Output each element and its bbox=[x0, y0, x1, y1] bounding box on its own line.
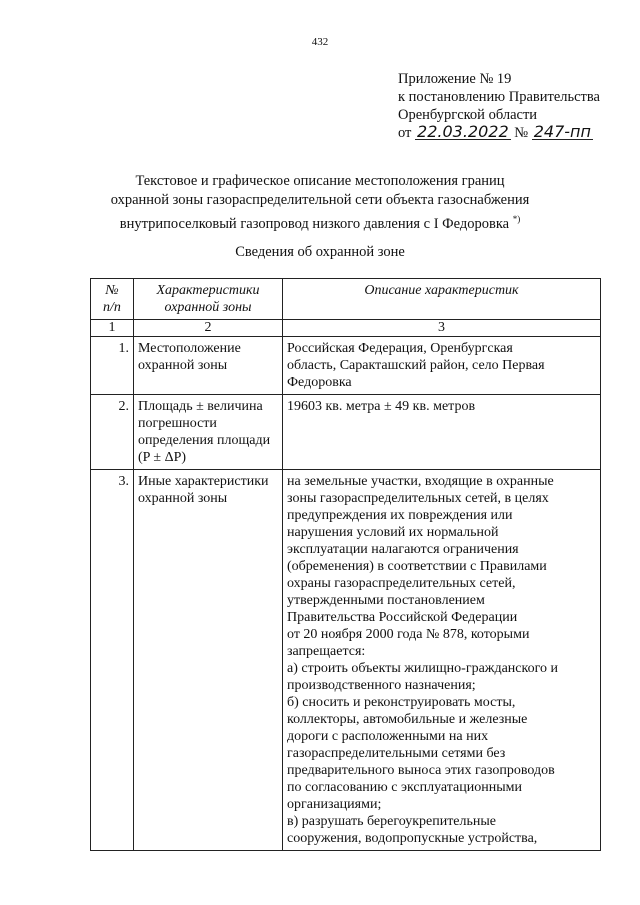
description-line: эксплуатации налагаются ограничения bbox=[287, 542, 519, 557]
description-line: от 20 ноября 2000 года № 878, которыми bbox=[287, 627, 530, 642]
description-line: нарушения условий их нормальной bbox=[287, 525, 499, 540]
number-prefix: № bbox=[514, 125, 529, 141]
table-row bbox=[91, 337, 601, 395]
title-line-3 bbox=[0, 210, 640, 234]
description-line: Российская Федерация, Оренбургская bbox=[287, 341, 513, 356]
header-description: Описание характеристик bbox=[283, 279, 601, 320]
description-line: охраны газораспределительных сетей, bbox=[287, 576, 516, 591]
description-line: в) разрушать берегоукрепительные bbox=[287, 814, 497, 829]
characteristic-line: погрешности bbox=[138, 416, 217, 431]
document-title bbox=[0, 172, 640, 234]
appendix-block bbox=[398, 70, 600, 142]
header-characteristics-line-1: Характеристики bbox=[156, 283, 260, 298]
description-line: Правительства Российской Федерации bbox=[287, 610, 518, 625]
column-number-row bbox=[91, 320, 601, 337]
header-number-line-1: № bbox=[105, 283, 119, 298]
characteristic-line: охранной зоны bbox=[138, 358, 228, 373]
description-line: по согласованию с эксплуатационными bbox=[287, 780, 522, 795]
header-characteristics bbox=[134, 279, 283, 320]
characteristic-line: охранной зоны bbox=[138, 491, 228, 506]
description-line: производственного назначения; bbox=[287, 678, 476, 693]
zone-info-table bbox=[90, 278, 601, 851]
description-line: (обременения) в соответствии с Правилами bbox=[287, 559, 547, 574]
column-number: 1 bbox=[91, 320, 134, 337]
description-line: б) сносить и реконструировать мосты, bbox=[287, 695, 516, 710]
page-number: 432 bbox=[311, 36, 329, 48]
handwritten-date: 22.03.2022 bbox=[417, 122, 509, 141]
description-line: запрещается: bbox=[287, 644, 366, 659]
description-line: Федоровка bbox=[287, 375, 352, 390]
table-header-row bbox=[91, 279, 601, 320]
title-line-2: охранной зоны газораспределительной сети объекта газоснабжения bbox=[110, 192, 530, 208]
description-line: 19603 кв. метра ± 49 кв. метров bbox=[287, 399, 476, 414]
header-characteristics-line-2: охранной зоны bbox=[164, 300, 252, 315]
appendix-date-line bbox=[398, 124, 600, 142]
row-characteristic bbox=[134, 337, 283, 395]
characteristic-line: Иные характеристики bbox=[138, 474, 269, 489]
appendix-line-2: к постановлению Правительства bbox=[398, 89, 600, 105]
description-line: предупреждения их повреждения или bbox=[287, 508, 513, 523]
handwritten-number: 247-пп bbox=[533, 122, 591, 141]
characteristic-line: Площадь ± величина bbox=[138, 399, 263, 414]
table-body bbox=[91, 337, 601, 851]
title-line-3-text: внутрипоселковый газопровод низкого давления с I Федоровка bbox=[119, 216, 510, 232]
row-description bbox=[283, 395, 601, 470]
characteristic-line: Местоположение bbox=[138, 341, 241, 356]
description-line: предварительного выноса этих газопроводов bbox=[287, 763, 555, 778]
description-line: организациями; bbox=[287, 797, 382, 812]
table-row bbox=[91, 395, 601, 470]
description-line: а) строить объекты жилищно-гражданского и bbox=[287, 661, 558, 676]
title-line-1: Текстовое и графическое описание местоположения границ bbox=[135, 173, 505, 189]
description-line: сооружения, водопропускные устройства, bbox=[287, 831, 538, 846]
appendix-line-1: Приложение № 19 bbox=[398, 71, 512, 87]
description-line: на земельные участки, входящие в охранные bbox=[287, 474, 554, 489]
footnote-mark: *) bbox=[512, 214, 521, 224]
row-characteristic bbox=[134, 470, 283, 851]
date-prefix: от bbox=[398, 125, 412, 141]
column-number: 3 bbox=[283, 320, 601, 337]
appendix-line-3: Оренбургской области bbox=[398, 107, 538, 123]
table-row bbox=[91, 470, 601, 851]
header-number-line-2: п/п bbox=[103, 300, 121, 315]
column-number: 2 bbox=[134, 320, 283, 337]
row-characteristic bbox=[134, 395, 283, 470]
row-description bbox=[283, 337, 601, 395]
description-line: дороги с расположенными на них bbox=[287, 729, 489, 744]
header-number bbox=[91, 279, 134, 320]
description-line: газораспределительными сетями без bbox=[287, 746, 506, 761]
description-line: зоны газораспределительных сетей, в целях bbox=[287, 491, 549, 506]
description-line: утвержденными постановлением bbox=[287, 593, 485, 608]
description-line: коллекторы, автомобильные и железные bbox=[287, 712, 528, 727]
section-title: Сведения об охранной зоне bbox=[235, 244, 405, 260]
characteristic-line: (P ± ΔP) bbox=[138, 450, 187, 465]
row-number: 1. bbox=[91, 337, 134, 395]
row-description bbox=[283, 470, 601, 851]
characteristic-line: определения площади bbox=[138, 433, 271, 448]
row-number: 3. bbox=[91, 470, 134, 851]
description-line: область, Саракташский район, село Первая bbox=[287, 358, 545, 373]
row-number: 2. bbox=[91, 395, 134, 470]
